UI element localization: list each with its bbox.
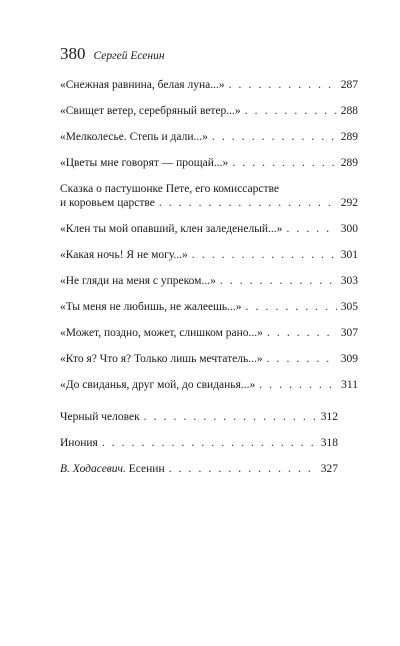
toc-entry-title: «Кто я? Что я? Только лишь мечтатель...» xyxy=(60,353,263,365)
toc-entry xyxy=(60,222,358,236)
toc-entry-title-text: Есенин xyxy=(128,463,165,475)
dot-leader xyxy=(220,274,337,288)
toc-entry xyxy=(60,104,358,118)
toc-entry-title-line1: Сказка о пастушонке Пете, его комиссарстве xyxy=(60,183,279,195)
dot-leader xyxy=(259,378,337,392)
toc-entry xyxy=(60,462,338,476)
toc-entry-page: 288 xyxy=(340,105,358,117)
toc-entry xyxy=(60,130,358,144)
toc-entry-title: Инония xyxy=(60,437,98,449)
dot-leader xyxy=(245,104,337,118)
dot-leader xyxy=(169,462,317,476)
dot-leader xyxy=(267,326,337,340)
dot-leader xyxy=(246,300,337,314)
toc-entry xyxy=(60,78,358,92)
toc-entry-page: 327 xyxy=(320,463,338,475)
page-header xyxy=(60,44,165,64)
dot-leader xyxy=(286,222,336,236)
page-number: 380 xyxy=(60,44,86,63)
toc-entry xyxy=(60,352,358,366)
toc-entry xyxy=(60,436,338,450)
toc-entry-title: «Свищет ветер, серебряный ветер...» xyxy=(60,105,241,117)
toc-entry-title: «Не гляди на меня с упреком...» xyxy=(60,275,216,287)
table-of-contents xyxy=(60,78,358,488)
dot-leader xyxy=(232,156,336,170)
toc-entry-page: 312 xyxy=(320,411,338,423)
toc-entry xyxy=(60,326,358,340)
toc-entry xyxy=(60,300,358,314)
toc-group-appendix xyxy=(60,410,338,476)
toc-entry xyxy=(60,274,358,288)
toc-entry-page: 309 xyxy=(340,353,358,365)
dot-leader xyxy=(267,352,337,366)
toc-entry xyxy=(60,378,358,392)
toc-entry xyxy=(60,248,358,262)
toc-entry-title: Черный человек xyxy=(60,411,140,423)
toc-entry-title: «Снежная равнина, белая луна...» xyxy=(60,79,225,91)
toc-entry-page: 287 xyxy=(340,79,358,91)
dot-leader xyxy=(144,410,317,424)
toc-entry-page: 318 xyxy=(320,437,338,449)
dot-leader xyxy=(159,196,337,210)
toc-entry-title: «Может, поздно, может, слишком рано...» xyxy=(60,327,263,339)
dot-leader xyxy=(212,130,337,144)
toc-entry-title: «До свиданья, друг мой, до свиданья...» xyxy=(60,379,256,391)
toc-entry-page: 311 xyxy=(341,379,358,391)
toc-entry-author: В. Ходасевич. xyxy=(60,463,126,475)
running-head: Сергей Есенин xyxy=(93,50,165,62)
toc-entry-title: «Клен ты мой опавший, клен заледенелый...» xyxy=(60,223,283,235)
toc-entry-title-line2: и коровьем царстве xyxy=(60,197,155,209)
toc-entry-page: 292 xyxy=(340,197,358,209)
toc-entry-title: «Цветы мне говорят — прощай...» xyxy=(60,157,229,169)
toc-entry-page: 307 xyxy=(340,327,358,339)
dot-leader xyxy=(102,436,317,450)
toc-entry-page: 300 xyxy=(340,223,358,235)
toc-entry-title xyxy=(60,462,165,476)
toc-entry-title: «Ты меня не любишь, не жалеешь...» xyxy=(60,301,242,313)
dot-leader xyxy=(192,248,337,262)
toc-entry xyxy=(60,156,358,170)
toc-entry xyxy=(60,410,338,424)
toc-entry-page: 303 xyxy=(340,275,358,287)
dot-leader xyxy=(229,78,337,92)
toc-entry-page: 289 xyxy=(340,131,358,143)
toc-entry-title: «Какая ночь! Я не могу...» xyxy=(60,249,188,261)
toc-entry-page: 289 xyxy=(340,157,358,169)
toc-entry-page: 305 xyxy=(340,301,358,313)
toc-entry-line2 xyxy=(60,196,358,210)
toc-entry-title: «Мелколесье. Степь и дали...» xyxy=(60,131,208,143)
toc-entry-page: 301 xyxy=(340,249,358,261)
toc-entry xyxy=(60,182,358,210)
